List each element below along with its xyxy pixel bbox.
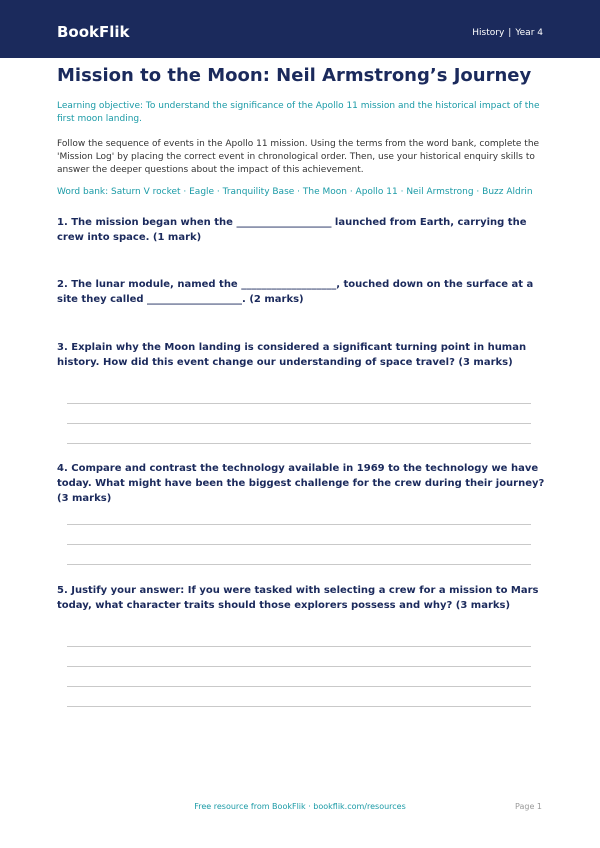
answer-line[interactable] — [67, 564, 531, 565]
answer-line[interactable] — [67, 524, 531, 525]
footer-credit[interactable]: Free resource from BookFlik · bookflik.com/resources — [194, 802, 406, 811]
meta-separator: | — [508, 28, 512, 38]
subject-label: History — [472, 28, 505, 38]
answer-line[interactable] — [67, 423, 531, 424]
question-3: 3. Explain why the Moon landing is considered a significant turning point in human history. How did this event change our understanding of space travel? (3 marks) — [57, 342, 527, 368]
word-bank: Word bank: Saturn V rocket · Eagle · Tranquility Base · The Moon · Apollo 11 · Neil Armstrong · Buzz Aldrin — [57, 187, 533, 197]
header-bar — [0, 0, 600, 58]
answer-line[interactable] — [67, 443, 531, 444]
page-number: Page 1 — [515, 802, 542, 811]
answer-line[interactable] — [67, 646, 531, 647]
worksheet-title: Mission to the Moon: Neil Armstrong’s Journey — [57, 65, 532, 86]
instructions: Follow the sequence of events in the Apollo 11 mission. Using the terms from the word bank, complete the 'Mission Log' by placing the correct event in chronological order. Then, use your historical enquiry skills to answer the deeper questions about the impact of this achievement. — [57, 139, 540, 175]
question-4: 4. Compare and contrast the technology available in 1969 to the technology we have today. What might have been the biggest challenge for the crew during their journey? (3 marks) — [57, 463, 545, 504]
question-5: 5. Justify your answer: If you were tasked with selecting a crew for a mission to Mars today, what character traits should those explorers possess and why? (3 marks) — [57, 585, 539, 611]
answer-line[interactable] — [67, 403, 531, 404]
question-2: 2. The lunar module, named the ___________________, touched down on the surface at a site they called ___________________. (2 marks) — [57, 279, 534, 305]
header-meta — [472, 27, 543, 39]
answer-line[interactable] — [67, 706, 531, 707]
year-label: Year 4 — [515, 28, 543, 38]
question-1: 1. The mission began when the ___________________ launched from Earth, carrying the crew into space. (1 mark) — [57, 217, 527, 243]
answer-line[interactable] — [67, 686, 531, 687]
answer-line[interactable] — [67, 544, 531, 545]
learning-objective: Learning objective: To understand the significance of the Apollo 11 mission and the historical impact of the first moon landing. — [57, 101, 540, 124]
brand-logo[interactable]: BookFlik — [57, 23, 130, 41]
answer-line[interactable] — [67, 666, 531, 667]
